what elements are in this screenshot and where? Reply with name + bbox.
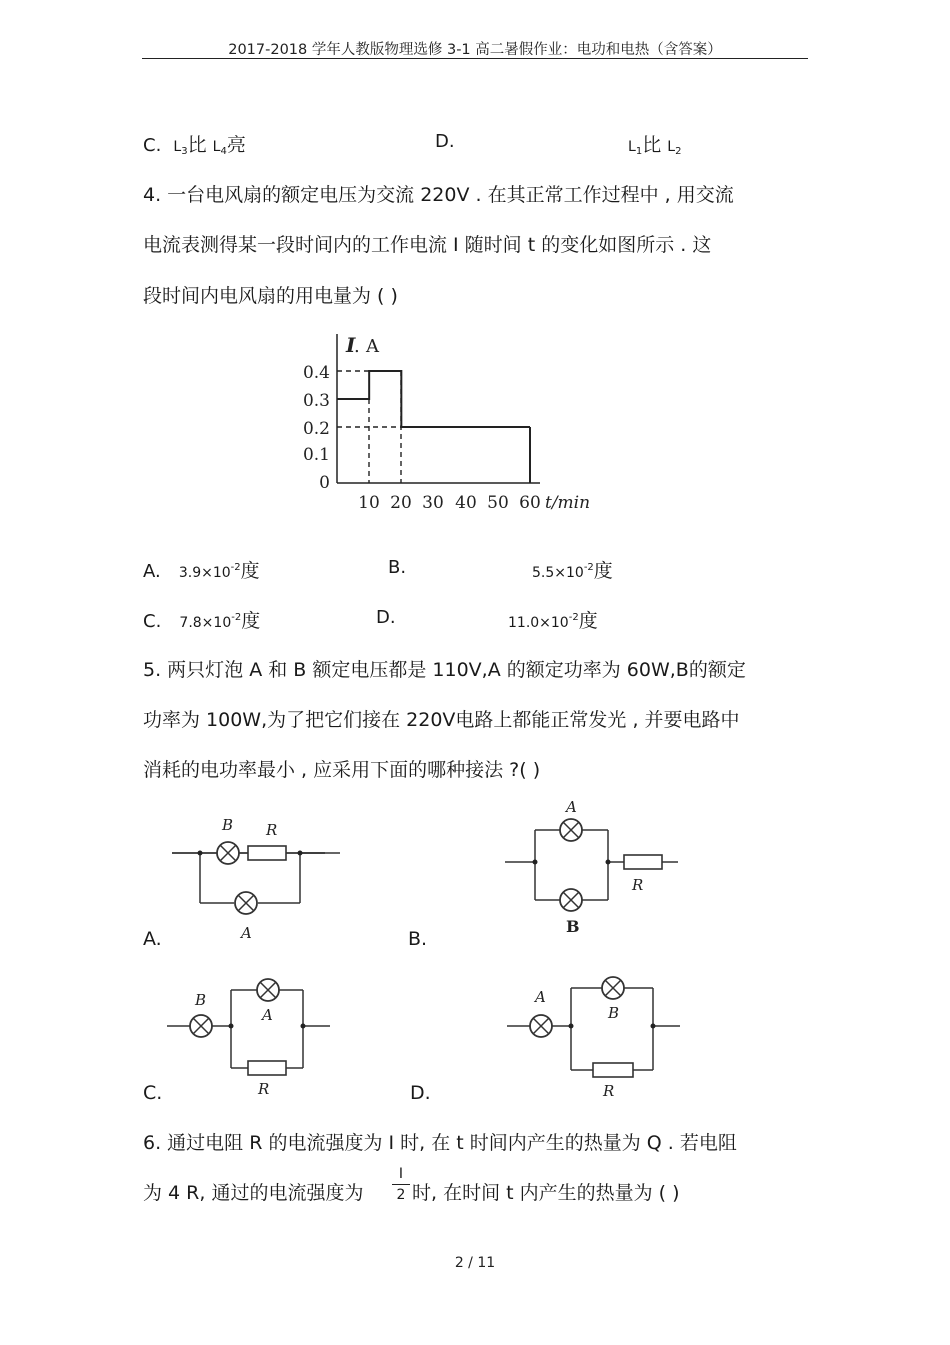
q4-option-b-mark: B. [388, 557, 407, 578]
q5-line-3: 消耗的电功率最小 , 应采用下面的哪种接法 ?( ) [143, 759, 541, 781]
graph-y-dot: . [354, 336, 360, 357]
q4-option-b: $5.5\times 10^{-2}$度 [532, 560, 613, 582]
label-a: A [241, 924, 252, 942]
x-tick-40: 40 [455, 493, 477, 513]
lamp-a [560, 819, 582, 841]
resistor [248, 1061, 286, 1075]
q5-option-d: D. [410, 1082, 431, 1104]
label-a: A [535, 988, 546, 1006]
graph-x-label: t/min [545, 493, 591, 513]
lamp-b [190, 1015, 212, 1037]
current-step-line [337, 371, 530, 427]
x-tick-60: 60 [519, 493, 541, 513]
q3-option-c: C. $L_3$比 $L_4$亮 [143, 134, 246, 157]
graph-y-unit: A [366, 336, 379, 357]
circuit-b [500, 800, 690, 940]
resistor [624, 855, 662, 869]
q5-option-a: A. [143, 928, 162, 950]
resistor [593, 1063, 633, 1077]
q5-line-2: 功率为 100W,为了把它们接在 220V电路上都能正常发光 , 并要电路中 [143, 709, 740, 731]
q6-line-2a: 为 4 R, 通过的电流强度为 [143, 1182, 364, 1204]
q6-line-1: 6. 通过电阻 R 的电流强度为 I 时, 在 t 时间内产生的热量为 Q . 若电阻 [143, 1132, 737, 1154]
label-r: R [258, 1080, 270, 1098]
fraction-i-over-2 [392, 1166, 410, 1203]
fraction-denominator: 2 [392, 1184, 410, 1203]
label-b: B [222, 816, 234, 834]
label-r: R [266, 821, 278, 839]
resistor [248, 846, 286, 860]
page-number: 2 / 11 [454, 1255, 496, 1271]
graph-y-label: I [346, 333, 356, 357]
q4-line-2: 电流表测得某一段时间内的工作电流 I 随时间 t 的变化如图所示 . 这 [143, 234, 712, 256]
q4-option-d-mark: D. [376, 607, 396, 628]
q4-line-3: 段时间内电风扇的用电量为 ( ) [143, 285, 398, 307]
q4-option-c: C. $7.8\times 10^{-2}$度 [143, 610, 261, 632]
label-r: R [603, 1082, 615, 1100]
x-tick-10: 10 [358, 493, 380, 513]
lamp-b [217, 842, 239, 864]
q5-option-c: C. [143, 1082, 163, 1104]
q4-option-a: A. $3.9\times 10^{-2}$度 [143, 560, 260, 582]
y-tick-0: 0 [319, 473, 330, 493]
current-time-graph [290, 330, 620, 520]
y-tick-0.1: 0.1 [302, 445, 330, 465]
q4-line-1: 4. 一台电风扇的额定电压为交流 220V . 在其正常工作过程中 , 用交流 [143, 184, 734, 206]
q3-option-d-mark: D. [435, 131, 455, 152]
q5-option-b: B. [408, 928, 428, 950]
header-rule [142, 58, 808, 59]
y-tick-0.3: 0.3 [302, 391, 330, 411]
label-a: A [262, 1006, 273, 1024]
lamp-b [560, 889, 582, 911]
y-tick-0.2: 0.2 [302, 419, 330, 439]
label-b-bold: B [566, 917, 580, 936]
x-tick-20: 20 [390, 493, 412, 513]
lamp-a [257, 979, 279, 1001]
q3-option-d: $L_1$比 $L_2$ [628, 134, 682, 157]
circuit-c [165, 970, 340, 1100]
circuit-d [505, 970, 685, 1100]
page-header: 2017-2018 学年人教版物理选修 3-1 高二暑假作业：电功和电热（含答案） [228, 42, 722, 58]
label-b: B [195, 991, 207, 1009]
label-a: A [566, 800, 577, 816]
q5-line-1: 5. 两只灯泡 A 和 B 额定电压都是 110V,A 的额定功率为 60W,B的额定 [143, 659, 746, 681]
x-tick-50: 50 [487, 493, 509, 513]
label-b: B [608, 1004, 620, 1022]
label-r: R [632, 876, 644, 894]
circuit-a [170, 810, 340, 945]
lamp-b [602, 977, 624, 999]
q4-option-d: $11.0\times 10^{-2}$度 [508, 610, 598, 632]
q6-line-2b: 时, 在时间 t 内产生的热量为 ( ) [412, 1182, 680, 1204]
lamp-a [530, 1015, 552, 1037]
x-tick-30: 30 [422, 493, 444, 513]
fraction-numerator: I [398, 1166, 404, 1182]
y-tick-0.4: 0.4 [302, 363, 330, 383]
lamp-a [235, 892, 257, 914]
